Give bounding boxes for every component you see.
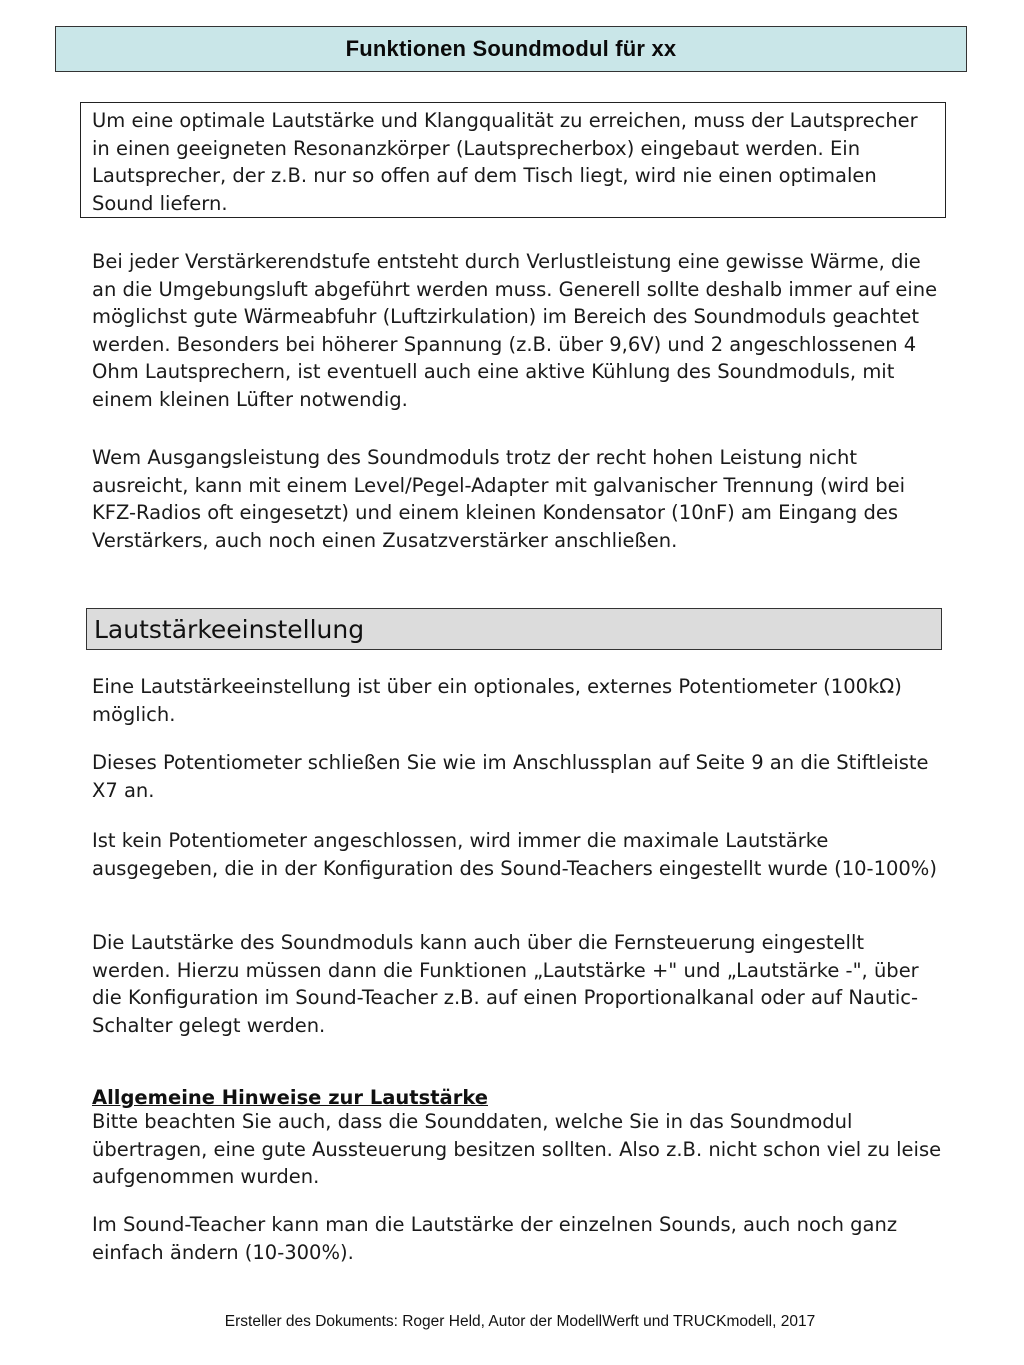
paragraph-remote-control: Die Lautstärke des Soundmoduls kann auch über die Fernsteuerung eingestellt werden. Hierzu müssen dann die Funktionen „Lautstärke +" und „Lautstärke -", über die Konfiguration im Sound-Teacher z.B. auf einen Proportionalkanal oder auf Nautic-Schalter gelegt werden. [92, 931, 919, 1037]
section-title: Lautstärkeeinstellung [94, 614, 365, 644]
page-title: Funktionen Soundmodul für xx [345, 36, 677, 61]
intro-note-text: Um eine optimale Lautstärke und Klangqualität zu erreichen, muss der Lautsprecher in einen geeigneten Resonanzkörper (Lautsprecherbox) eingebaut werden. Ein Lautsprecher, der z.B. nur so offen auf dem Tisch liegt, wird nie einen optimalen Sound liefern. [92, 109, 918, 215]
paragraph-sound-teacher: Im Sound-Teacher kann man die Lautstärke der einzelnen Sounds, auch noch ganz einfach ändern (10-300%). [92, 1213, 898, 1264]
paragraph-heat: Bei jeder Verstärkerendstufe entsteht durch Verlustleistung eine gewisse Wärme, die an die Umgebungsluft abgeführt werden muss. Generell sollte deshalb immer auf eine möglichst gute Wärmeabfuhr (Luftzirkulation) im Bereich des Soundmoduls geachtet werden. Besonders bei höherer Spannung (z.B. über 9,6V) und 2 angeschlossenen 4 Ohm Lautsprechern, ist eventuell auch eine aktive Kühlung des Soundmoduls, mit einem kleinen Lüfter notwendig. [92, 250, 938, 411]
title-banner [55, 26, 967, 72]
document-footer: Ersteller des Dokuments: Roger Held, Autor der ModellWerft und TRUCKmodell, 2017 [224, 1313, 816, 1330]
paragraph-sound-data: Bitte beachten Sie auch, dass die Sounddaten, welche Sie in das Soundmodul übertragen, eine gute Aussteuerung besitzen sollten. Also z.B. nicht schon viel zu leise aufgenommen wurden. [92, 1110, 942, 1188]
paragraph-potentiometer: Eine Lautstärkeeinstellung ist über ein optionales, externes Potentiometer (100kΩ) möglich. [92, 675, 902, 726]
paragraph-amplifier: Wem Ausgangsleistung des Soundmoduls trotz der recht hohen Leistung nicht ausreicht, kann mit einem Level/Pegel-Adapter mit galvanischer Trennung (wird bei KFZ-Radios oft eingesetzt) und einem kleinen Kondensator (10nF) am Eingang des Verstärkers, auch noch einen Zusatzverstärker anschließen. [92, 446, 906, 552]
paragraph-connection: Dieses Potentiometer schließen Sie wie im Anschlussplan auf Seite 9 an die Stiftleiste X7 an. [92, 751, 929, 802]
paragraph-max-volume: Ist kein Potentiometer angeschlossen, wird immer die maximale Lautstärke ausgegeben, die in der Konfiguration des Sound-Teachers eingestellt wurde (10-100%) [92, 829, 937, 880]
section-header-volume [86, 608, 942, 650]
general-notes-heading: Allgemeine Hinweise zur Lautstärke [92, 1086, 488, 1109]
